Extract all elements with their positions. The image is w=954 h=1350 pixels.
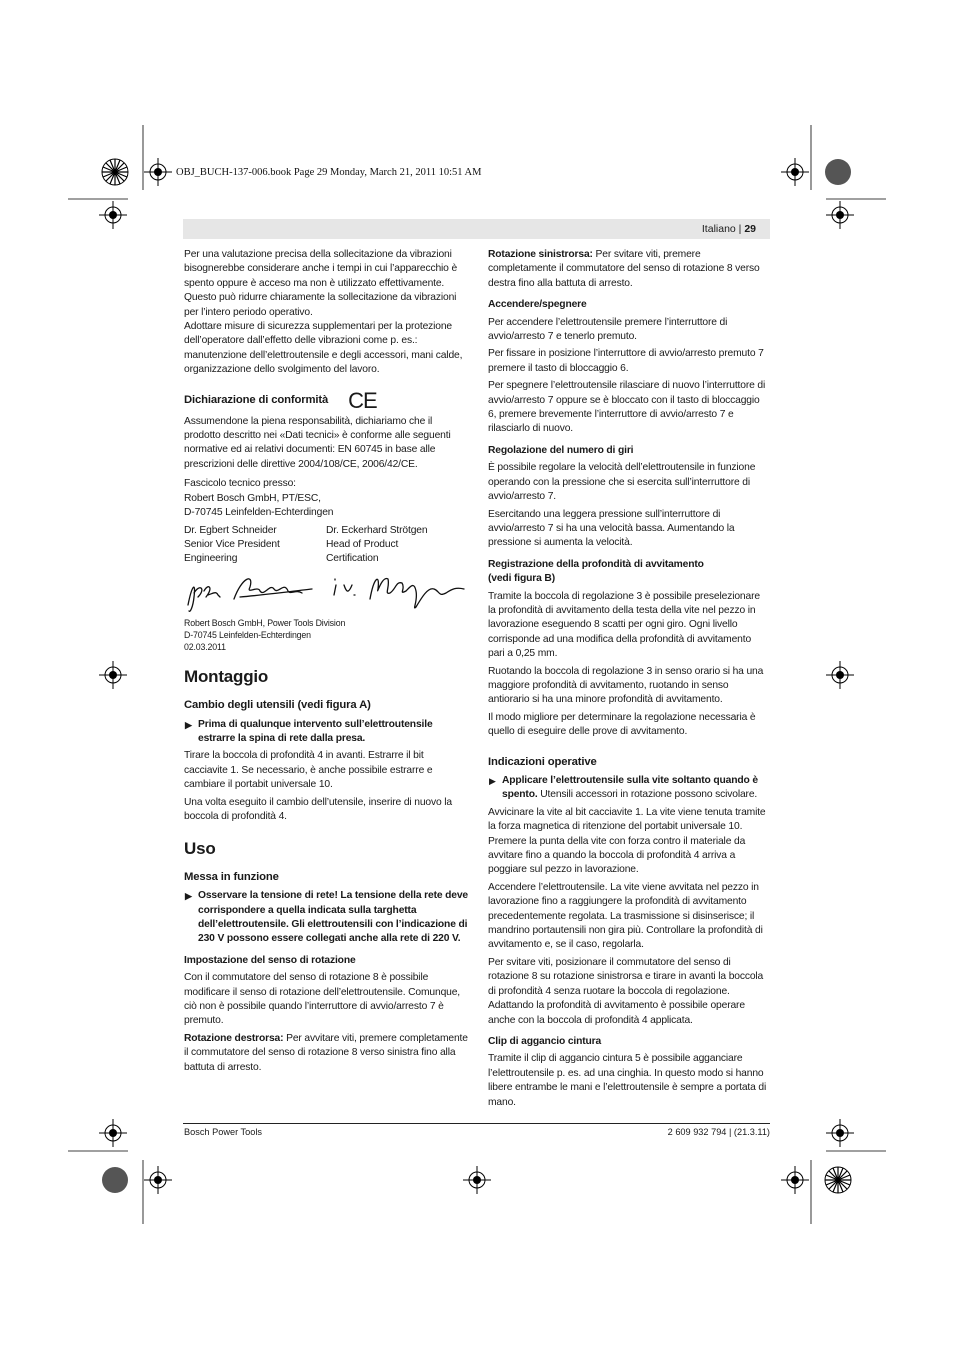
company-date: 02.03.2011: [184, 641, 226, 652]
depth-heading-line-2: (vedi figura B): [488, 573, 555, 585]
right-rotation-paragraph: [184, 1032, 468, 1075]
ce-mark-logo: CE: [348, 387, 377, 413]
voltage-warning-text: Osservare la tensione di rete! La tensione della rete deve corrispondere a quella indicata sulla targhetta dell’elettroutensile. Gli elettroutensili con l’indicazione di 230 V possono essere collegati anche alla rete di 220 V.: [198, 890, 469, 945]
company-line-2: D-70745 Leinfelden-Echterdingen: [184, 629, 311, 640]
operating-warning-rest: Utensili accessori in rotazione possono scivolare.: [537, 789, 758, 801]
tool-change-warning: [184, 718, 468, 747]
depth-heading-line-1: Registrazione della profondità di avvitamento: [488, 558, 704, 570]
technical-file-line-3: D-70745 Leinfelden-Echterdingen: [184, 507, 334, 519]
tool-change-warning-text: Prima di qualunque intervento sull’elettroutensile estrarre la spina di rete dalla presa.: [198, 718, 433, 744]
operating-paragraph-1: Avvicinare la vite al bit cacciavite 1. La vite viene tenuta tramite la forza magnetica di ritenzione del portabit universale 10. Premere la punta della vite con forza contro il materiale da avvitare fino a quando la boccola di profondità 4 arriva a poggiare sul pezzo in lavorazione.: [488, 806, 766, 876]
operating-instructions-heading: Indicazioni operative: [488, 755, 597, 768]
bullet-triangle-icon: ▶: [185, 719, 192, 730]
operating-paragraph-2: Accendere l’elettroutensile. La vite viene avvitata nel pezzo in lavorazione fino a raggiungere la profondità di avvitamento precedentemente regolata. La trasmissione si disinserisce; il mandrino portautensili non gira più. Controllare la profondità di avvitamento e, se il caso, regolarla.: [488, 881, 763, 951]
section-heading-uso: Uso: [184, 839, 216, 859]
vibration-paragraph-2: Adottare misure di sicurezza supplementari per la protezione dell’operatore dall’effetto delle vibrazioni come p. es.: manutenzione dell’elettroutensile e degli accessori, mani calde, organizzazione dello svolgimento del lavoro.: [184, 321, 463, 376]
operating-warning-bold: Applicare l’elettroutensile sulla vite soltanto quando è spento.: [502, 775, 758, 801]
page-header-text: [702, 223, 756, 235]
belt-clip-paragraph: Tramite il clip di aggancio cintura 5 è possibile agganciare l’elettroutensile p. es. ad una cinghia. In questo modo si hanno libere entrambe le mani e l’elettroutensile è sempre a portata di mano.: [488, 1053, 767, 1108]
signatory-2: [326, 524, 468, 567]
switch-off-paragraph: Per spegnere l’elettroutensile rilasciare di nuovo l’interruttore di avvio/arresto 7 oppure se è bloccato con il tasto di bloccaggio 6, premere brevemente l’interruttore di avvio/arresto 7 e rilasciarlo di nuovo.: [488, 380, 766, 435]
conformity-heading: Dichiarazione di conformità: [184, 394, 329, 407]
depth-paragraph-1: Tramite la boccola di regolazione 3 è possibile preselezionare la profondità di avvitamento della testa della vite nel pezzo in lavorazione eseguendo 8 scatti per ogni giro. Ogni livello corrisponde ad una modifica della profondità di avvitamento pari a 0,25 mm.: [488, 590, 760, 660]
rotation-direction-heading: Impostazione del senso di rotazione: [184, 954, 356, 966]
technical-file-line-2: Robert Bosch GmbH, PT/ESC,: [184, 492, 321, 504]
belt-clip-heading: Clip di aggancio cintura: [488, 1035, 602, 1047]
page-number: 29: [744, 223, 756, 235]
footer-right: 2 609 932 794 | (21.3.11): [667, 1127, 770, 1137]
speed-paragraph-2: Esercitando una leggera pressione sull’interruttore di avvio/arresto 7 si ha una velocità bassa. Aumentando la pressione si aumenta la velocità.: [488, 508, 735, 549]
print-info-line: OBJ_BUCH-137-006.book Page 29 Monday, March 21, 2011 10:51 AM: [176, 167, 482, 178]
footer-rule: [183, 1123, 770, 1124]
operating-paragraph-3: Per svitare viti, posizionare il commutatore del senso di rotazione 8 su rotazione sinistrorsa e tirare in avanti la boccola di profondità 4 senza ruotare la boccola di regolazione. Adattando la profondità di avvitamento è possibile operare anche con la boccola di profondità 4 applicata.: [488, 956, 764, 1026]
depth-paragraph-2: Ruotando la boccola di regolazione 3 in senso orario si ha una maggiore profondità di avvitamento, ruotando in senso antiorario si ha una minore profondità di avvitamento.: [488, 665, 764, 706]
tool-change-heading: Cambio degli utensili (vedi figura A): [184, 699, 371, 712]
lock-paragraph: Per fissare in posizione l’interruttore di avvio/arresto premuto 7 premere il tasto di bloccaggio 6.: [488, 348, 764, 374]
left-rotation-paragraph: [488, 248, 770, 291]
signatory-2-name: Dr. Eckerhard Strötgen: [326, 524, 428, 536]
speed-control-heading: Regolazione del numero di giri: [488, 444, 634, 456]
signatory-2-title-1: Head of Product: [326, 538, 399, 550]
vibration-paragraph-1: Per una valutazione precisa della sollecitazione da vibrazioni bisognerebbe considerare anche i tempi in cui l’apparecchio è spento oppure è acceso ma non è utilizzato effettivamente. Questo può ridurre chiaramente la sollecitazione da vibrazioni per l’intero periodo operativo.: [184, 249, 458, 318]
header-language: Italiano: [701, 223, 736, 235]
voltage-warning: [184, 889, 468, 947]
bullet-triangle-icon: ▶: [185, 891, 192, 902]
signatories: [184, 524, 468, 567]
conformity-text: Assumendone la piena responsabilità, dichiariamo che il prodotto descritto nei «Dati tecnici» è conforme alle seguenti normative ed ai relativi documenti: EN 60745 in base alle prescrizioni delle direttive 2004/108/CE, 2006/42/CE.: [184, 415, 451, 470]
tool-change-paragraph-2: Una volta eseguito il cambio dell’utensile, inserire di nuovo la boccola di profondità 4.: [184, 796, 452, 822]
page-header-bar: [183, 219, 770, 239]
company-line-1: Robert Bosch GmbH, Power Tools Division: [184, 617, 346, 628]
right-rotation-label: Rotazione destrorsa:: [184, 1032, 284, 1044]
left-column: [184, 248, 468, 1078]
on-off-heading: Accendere/spegnere: [488, 299, 587, 311]
signatory-1-name: Dr. Egbert Schneider: [184, 524, 277, 536]
signatory-1-title-1: Senior Vice President: [184, 538, 280, 550]
right-column: [488, 248, 770, 1113]
operating-warning: [488, 774, 770, 803]
right-rotation-text: Per avvitare viti, premere completamente il commutatore del senso di rotazione 8 verso sinistra fino alla battuta di arresto.: [184, 1032, 468, 1073]
speed-paragraph-1: È possibile regolare la velocità dell’elettroutensile in funzione operando con la pressione che si esercita sull’interruttore di avvio/arresto 7.: [488, 462, 756, 503]
bullet-triangle-icon: ▶: [489, 776, 496, 786]
header-separator: |: [735, 223, 745, 235]
footer-left: Bosch Power Tools: [184, 1127, 262, 1137]
signatory-1-title-2: Engineering: [184, 553, 238, 565]
start-up-heading: Messa in funzione: [184, 870, 279, 883]
depth-paragraph-3: Il modo migliore per determinare la regolazione necessaria è quello di eseguire delle prove di avvitamento.: [488, 711, 756, 738]
rotation-direction-paragraph: Con il commutatore del senso di rotazione 8 è possibile modificare il senso di rotazione dell’elettroutensile. Comunque, ciò non è possibile quando l’interruttore di avvio/arresto 7 è premuto.: [184, 972, 461, 1027]
technical-file-line-1: Fascicolo tecnico presso:: [184, 478, 296, 490]
switch-on-paragraph: Per accendere l’elettroutensile premere l’interruttore di avvio/arresto 7 e tenerlo premuto.: [488, 316, 728, 343]
handwritten-signatures: [184, 567, 468, 617]
signatory-2-title-2: Certification: [326, 553, 379, 565]
left-rotation-text: Per svitare viti, premere completamente il commutatore del senso di rotazione 8 verso destra fino alla battuta di arresto.: [488, 249, 760, 289]
section-heading-montaggio: Montaggio: [184, 666, 269, 686]
left-rotation-label: Rotazione sinistrorsa:: [488, 249, 593, 260]
tool-change-paragraph-1: Tirare la boccola di profondità 4 in avanti. Estrarre il bit cacciavite 1. Se necessario, è anche possibile estrarre e cambiare il portabit universale 10.: [184, 750, 433, 791]
signatory-1: [184, 524, 326, 567]
